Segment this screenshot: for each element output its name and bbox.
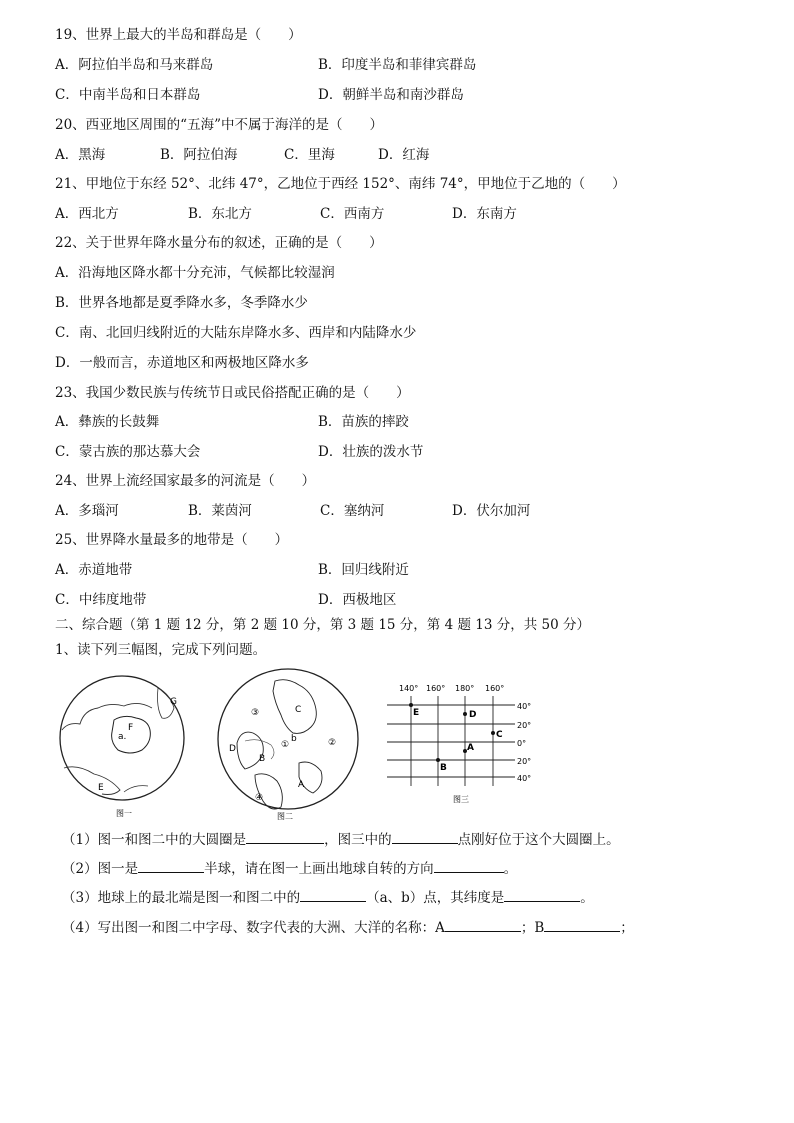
fig3-label-c: C [496, 730, 503, 740]
sub2-answer-blank-2[interactable] [434, 858, 504, 873]
fig3-label-b: B [440, 763, 447, 773]
figure-2-caption: 图二 [277, 812, 293, 821]
sub4-text-b: ；B [520, 920, 545, 936]
fig2-letter-a: A [298, 780, 305, 790]
sub-question-4 [62, 917, 634, 938]
fig3-side-tick-40s: 40° [517, 774, 532, 783]
q19-option-a[interactable]: A．阿拉伯半岛和马来群岛 [55, 57, 214, 73]
q22-option-b[interactable]: B．世界各地都是夏季降水多，冬季降水少 [55, 295, 308, 311]
q20-option-c[interactable]: C．里海 [284, 147, 335, 163]
sub2-answer-blank-1[interactable] [138, 858, 204, 873]
sub-question-1 [62, 829, 620, 850]
q23-option-c[interactable]: C．蒙古族的那达慕大会 [55, 444, 201, 460]
sub4-text-a: （4）写出图一和图二中字母、数字代表的大洲、大洋的名称：A [62, 920, 445, 936]
q25-option-d[interactable]: D．西极地区 [318, 592, 397, 608]
question-21-stem: 21、甲地位于东经 52°、北纬 47°，乙地位于西经 152°、南纬 74°，甲地位于乙地的（ ） [55, 176, 626, 192]
fig2-letter-b-lower: b [291, 734, 297, 744]
fig3-top-tick-140: 140° [399, 684, 419, 693]
figure-1-hemisphere-map [58, 668, 186, 818]
fig2-number-4: ④ [255, 793, 264, 803]
sub-question-2 [62, 858, 517, 879]
sub3-answer-blank-2[interactable] [504, 887, 580, 902]
q19-option-d[interactable]: D．朝鲜半岛和南沙群岛 [318, 87, 464, 103]
fig3-label-a: A [467, 743, 474, 753]
q21-option-c[interactable]: C．西南方 [320, 206, 385, 222]
sub2-text-a: （2）图一是 [62, 861, 139, 877]
question-24-stem: 24、世界上流经国家最多的河流是（ ） [55, 473, 316, 489]
q23-option-a[interactable]: A．彝族的长鼓舞 [55, 414, 160, 430]
sub3-answer-blank-1[interactable] [300, 887, 366, 902]
sub3-text-c: 。 [580, 890, 594, 906]
sub1-answer-blank-2[interactable] [392, 829, 458, 844]
q19-option-c[interactable]: C．中南半岛和日本群岛 [55, 87, 201, 103]
fig1-letter-e: E [98, 783, 104, 793]
q23-option-b[interactable]: B．苗族的摔跤 [318, 414, 409, 430]
fig3-side-tick-0: 0° [517, 739, 527, 748]
fig2-number-2: ② [328, 738, 337, 748]
sub3-text-b: （a、b）点，其纬度是 [366, 890, 505, 906]
q24-option-d[interactable]: D．伏尔加河 [452, 503, 531, 519]
question-23-stem: 23、我国少数民族与传统节日或民俗搭配正确的是（ ） [55, 385, 410, 401]
q22-option-a[interactable]: A．沿海地区降水都十分充沛，气候都比较湿润 [55, 265, 335, 281]
fig3-point-e [409, 703, 413, 707]
q25-option-c[interactable]: C．中纬度地带 [55, 592, 147, 608]
section-2-title: 二、综合题（第 1 题 12 分，第 2 题 10 分，第 3 题 15 分，第 4 题 13 分，共 50 分） [55, 617, 590, 633]
fig1-letter-g: G [170, 697, 177, 707]
fig3-point-b [436, 758, 440, 762]
q22-option-c[interactable]: C．南、北回归线附近的大陆东岸降水多、西岸和内陆降水少 [55, 325, 417, 341]
sub-question-3 [62, 887, 594, 908]
q19-option-b[interactable]: B．印度半岛和菲律宾群岛 [318, 57, 477, 73]
q20-option-a[interactable]: A．黑海 [55, 147, 106, 163]
question-19-stem: 19、世界上最大的半岛和群岛是（ ） [55, 27, 302, 43]
sub1-text-b: ，图三中的 [324, 832, 392, 848]
fig3-side-tick-40n: 40° [517, 702, 532, 711]
fig3-top-tick-180: 180° [455, 684, 475, 693]
question-25-stem: 25、世界降水量最多的地带是（ ） [55, 532, 289, 548]
fig2-letter-c: C [295, 705, 302, 715]
fig3-side-tick-20s: 20° [517, 757, 532, 766]
q21-option-a[interactable]: A．西北方 [55, 206, 119, 222]
fig2-number-1: ① [281, 740, 290, 750]
figure-3-caption: 图三 [453, 795, 469, 804]
figure-2-hemisphere-map [215, 667, 361, 822]
q24-option-c[interactable]: C．塞纳河 [320, 503, 385, 519]
figure-3-lat-long-grid [383, 680, 543, 805]
question-20-stem: 20、西亚地区周围的“五海”中不属于海洋的是（ ） [55, 117, 383, 133]
sub2-text-c: 。 [503, 861, 518, 877]
fig1-letter-f: F [128, 723, 134, 733]
sub1-text-a: （1）图一和图二中的大圆圈是 [62, 832, 247, 848]
fig2-letter-d: D [229, 744, 236, 754]
sub4-answer-blank-b[interactable] [544, 917, 620, 932]
fig2-letter-b: B [259, 754, 266, 764]
fig2-number-3: ③ [251, 708, 260, 718]
sub4-text-c: ； [620, 920, 634, 936]
q21-option-b[interactable]: B．东北方 [188, 206, 252, 222]
sub1-text-c: 点刚好位于这个大圆圈上。 [457, 832, 620, 848]
fig3-point-c [491, 731, 495, 735]
fig1-letter-a: a. [118, 732, 127, 742]
section-2-question-1-stem: 1、读下列三幅图，完成下列问题。 [55, 642, 267, 658]
q21-option-d[interactable]: D．东南方 [452, 206, 517, 222]
q24-option-a[interactable]: A．多瑙河 [55, 503, 119, 519]
sub3-text-a: （3）地球上的最北端是图一和图二中的 [62, 890, 301, 906]
question-22-stem: 22、关于世界年降水量分布的叙述，正确的是（ ） [55, 235, 383, 251]
q23-option-d[interactable]: D．壮族的泼水节 [318, 444, 424, 460]
q20-option-b[interactable]: B．阿拉伯海 [160, 147, 238, 163]
q25-option-b[interactable]: B．回归线附近 [318, 562, 409, 578]
fig3-top-tick-160: 160° [426, 684, 446, 693]
q20-option-d[interactable]: D．红海 [378, 147, 430, 163]
fig3-side-tick-20n: 20° [517, 721, 532, 730]
figure-1-caption: 图一 [116, 809, 132, 818]
sub2-text-b: 半球，请在图一上画出地球自转的方向 [204, 861, 434, 877]
fig3-point-d [463, 712, 467, 716]
q22-option-d[interactable]: D．一般而言，赤道地区和两极地区降水多 [55, 355, 309, 371]
fig3-label-e: E [413, 708, 420, 718]
sub1-answer-blank-1[interactable] [246, 829, 324, 844]
fig3-label-d: D [469, 710, 477, 720]
fig3-top-tick-160-east: 160° [485, 684, 505, 693]
sub4-answer-blank-a[interactable] [445, 917, 521, 932]
q25-option-a[interactable]: A．赤道地带 [55, 562, 133, 578]
q24-option-b[interactable]: B．莱茵河 [188, 503, 252, 519]
